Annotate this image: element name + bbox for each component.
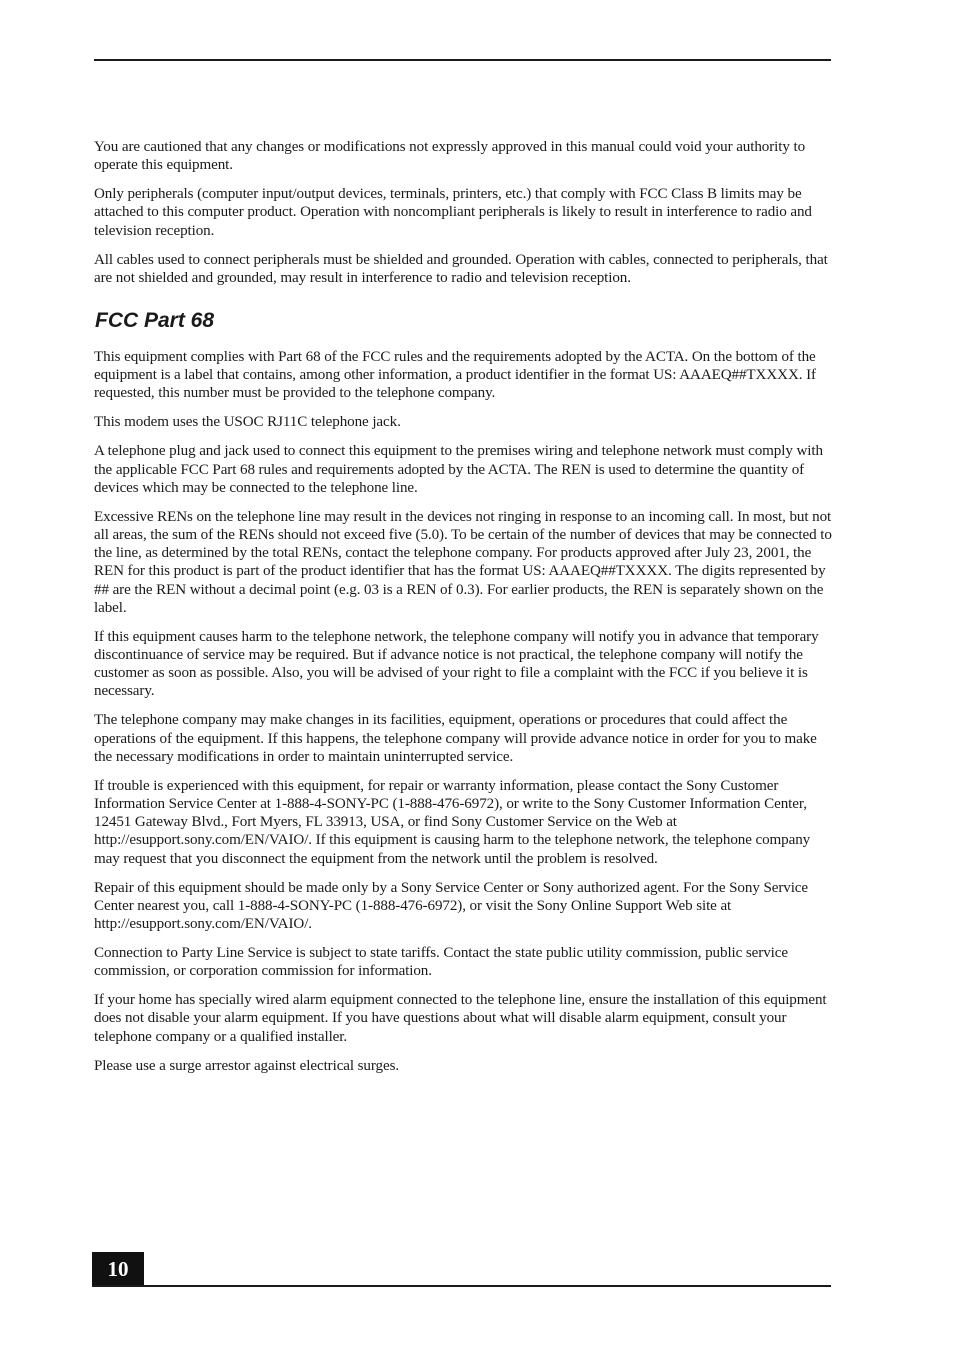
section-paragraph-3: A telephone plug and jack used to connect this equipment to the premises wiring and telephone network must comply with the applicable FCC Part 68 rules and requirements adopted by the ACTA. The REN is used to determine the quantity of devices which may be connected to the telephone line. (94, 443, 823, 496)
section-paragraph-1: This equipment complies with Part 68 of the FCC rules and the requirements adopted by the ACTA. On the bottom of the equipment is a label that contains, among other information, a product identifier in the format US: AAAEQ##TXXXX. If requested, this number must be provided to the telephone company. (94, 349, 816, 402)
section-paragraph-8: Repair of this equipment should be made only by a Sony Service Center or Sony authorized agent. For the Sony Service Center nearest you, call 1-888-4-SONY-PC (1-888-476-6972), or visit the Sony Online Support Web site at http://esupport.sony.com/EN/VAIO/. (94, 879, 809, 933)
section-paragraph-4: Excessive RENs on the telephone line may result in the devices not ringing in response to an incoming call. In most, but not all areas, the sum of the RENs should not exceed five (5.0). To be certain of the number of devices that may be connected to the line, as determined by the total RENs, contact the telephone company. For products approved after July 23, 2001, the REN for this product is part of the product identifier that has the format US: AAAEQ##TXXXX. The digits represented by ## are the REN without a decimal point (e.g. 03 is a REN of 0.3). For earlier products, the REN is separately shown on the label. (94, 508, 832, 616)
page-number: 10 (92, 1252, 144, 1286)
section-paragraph-6: The telephone company may make changes in its facilities, equipment, operations or procedures that could affect the operations of the equipment. If this happens, the telephone company will provide advance notice in order for you to make the necessary modifications in order to maintain uninterrupted service. (94, 712, 817, 765)
intro-paragraph-1: You are cautioned that any changes or modifications not expressly approved in this manual could void your authority to operate this equipment. (94, 139, 806, 174)
section-paragraph-5: If this equipment causes harm to the telephone network, the telephone company will notify you in advance that temporary discontinuance of service may be required. But if advance notice is not practical, the telephone company will notify the customer as soon as possible. Also, you will be advised of your right to file a complaint with the FCC if you believe it is necessary. (94, 628, 819, 700)
section-paragraph-9: Connection to Party Line Service is subject to state tariffs. Contact the state public utility commission, public service commission, or corporation commission for information. (94, 945, 788, 980)
section-paragraph-2: This modem uses the USOC RJ11C telephone jack. (94, 414, 401, 431)
section-heading: FCC Part 68 (95, 309, 215, 333)
section-paragraph-10: If your home has specially wired alarm equipment connected to the telephone line, ensure the installation of this equipment does not disable your alarm equipment. If you have questions about what will disable alarm equipment, consult your telephone company or a qualified installer. (94, 992, 827, 1045)
section-paragraph-11: Please use a surge arrestor against electrical surges. (94, 1057, 400, 1074)
footer-rule (92, 1285, 831, 1287)
section-paragraph-7: If trouble is experienced with this equipment, for repair or warranty information, please contact the Sony Customer Information Service Center at 1-888-4-SONY-PC (1-888-476-6972), or write to the Sony Customer Information Center, 12451 Gateway Blvd., Fort Myers, FL 33913, USA, or find Sony Customer Service on the Web at http://esupport.sony.com/EN/VAIO/. If this equipment is causing harm to the telephone network, the telephone company may request that you disconnect the equipment from the network until the problem is resolved. (94, 777, 811, 867)
intro-paragraph-3: All cables used to connect peripherals must be shielded and grounded. Operation with cables, connected to peripherals, that are not shielded and grounded, may result in interference to radio and television reception. (94, 251, 828, 286)
intro-paragraph-2: Only peripherals (computer input/output devices, terminals, printers, etc.) that comply with FCC Class B limits may be attached to this computer product. Operation with noncompliant peripherals is likely to result in interference to radio and television reception. (94, 186, 812, 239)
header-rule (94, 59, 831, 61)
page-body (94, 138, 832, 1086)
